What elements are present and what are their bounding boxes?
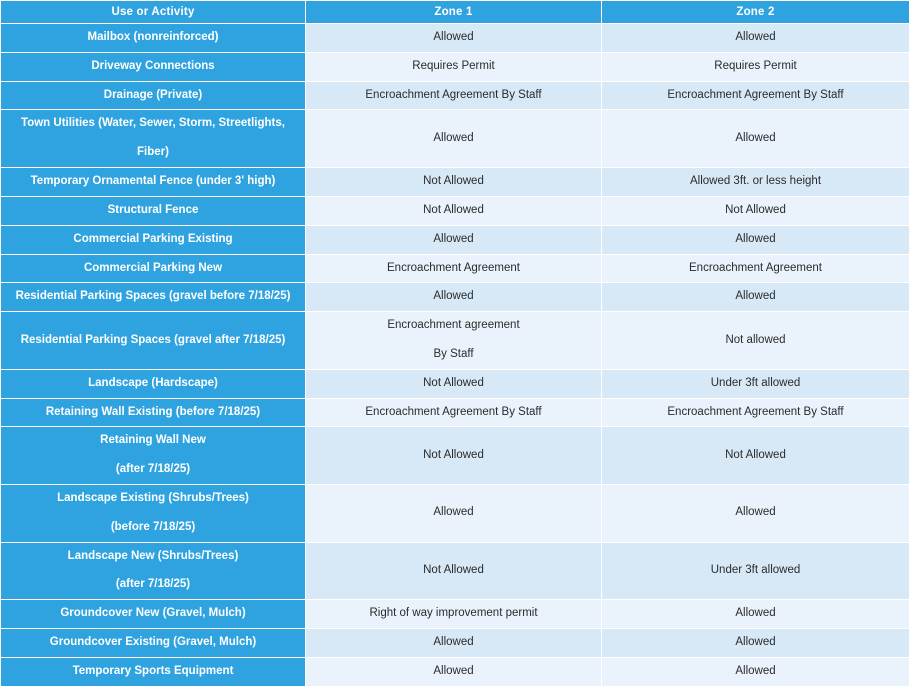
cell-zone-1 (306, 24, 602, 53)
table-row (1, 629, 909, 658)
cell-use-or-activity (1, 168, 306, 197)
cell-zone-1-line: Not Allowed (312, 375, 595, 393)
cell-zone-1 (306, 196, 602, 225)
cell-use-or-activity-line: Landscape (Hardscape) (7, 375, 299, 393)
table-body (1, 24, 909, 687)
cell-zone-1-line: Allowed (312, 634, 595, 652)
cell-zone-2 (602, 629, 909, 658)
table-row (1, 312, 909, 370)
table-row (1, 542, 909, 600)
cell-use-or-activity (1, 254, 306, 283)
cell-zone-2 (602, 542, 909, 600)
cell-use-or-activity-line: Driveway Connections (7, 58, 299, 76)
cell-zone-2-line: Not allowed (608, 332, 903, 350)
cell-zone-1 (306, 398, 602, 427)
cell-zone-2-line: Not Allowed (608, 447, 903, 465)
cell-zone-1-line: Allowed (312, 29, 595, 47)
cell-use-or-activity (1, 369, 306, 398)
cell-use-or-activity-line: Town Utilities (Water, Sewer, Storm, Streetlights, (7, 115, 299, 133)
cell-zone-1 (306, 225, 602, 254)
table-row (1, 485, 909, 543)
cell-use-or-activity-line: Mailbox (nonreinforced) (7, 29, 299, 47)
cell-zone-2 (602, 369, 909, 398)
cell-zone-1 (306, 168, 602, 197)
cell-zone-2 (602, 283, 909, 312)
cell-zone-1 (306, 110, 602, 168)
cell-zone-2 (602, 196, 909, 225)
cell-use-or-activity-line: (after 7/18/25) (7, 576, 299, 594)
cell-zone-2-line: Not Allowed (608, 202, 903, 220)
cell-zone-2-line: Encroachment Agreement By Staff (608, 87, 903, 105)
cell-use-or-activity-line: Commercial Parking Existing (7, 231, 299, 249)
cell-zone-1-line: Not Allowed (312, 562, 595, 580)
cell-zone-1 (306, 312, 602, 370)
cell-use-or-activity (1, 225, 306, 254)
table-row (1, 81, 909, 110)
cell-use-or-activity-line: Residential Parking Spaces (gravel after 7/18/25) (7, 332, 299, 350)
cell-use-or-activity-line: Groundcover Existing (Gravel, Mulch) (7, 634, 299, 652)
cell-zone-1-line: Allowed (312, 288, 595, 306)
column-header-use-or-activity: Use or Activity (1, 1, 306, 24)
cell-use-or-activity-line: Drainage (Private) (7, 87, 299, 105)
cell-zone-2-line: Under 3ft allowed (608, 375, 903, 393)
cell-use-or-activity-line: Landscape New (Shrubs/Trees) (7, 548, 299, 566)
table-row (1, 398, 909, 427)
cell-zone-1 (306, 81, 602, 110)
cell-use-or-activity (1, 81, 306, 110)
table-row (1, 657, 909, 686)
cell-zone-2-line: Under 3ft allowed (608, 562, 903, 580)
cell-zone-1-line: Not Allowed (312, 447, 595, 465)
cell-zone-2-line: Allowed (608, 288, 903, 306)
cell-use-or-activity (1, 312, 306, 370)
cell-zone-1-line: Right of way improvement permit (312, 605, 595, 623)
cell-zone-1-line: Encroachment agreement (312, 317, 595, 335)
cell-use-or-activity-line: (after 7/18/25) (7, 461, 299, 479)
column-header-zone-1: Zone 1 (306, 1, 602, 24)
table-row (1, 110, 909, 168)
cell-zone-1 (306, 600, 602, 629)
cell-zone-1-line: Requires Permit (312, 58, 595, 76)
cell-zone-2-line: Allowed (608, 130, 903, 148)
cell-use-or-activity-line: Landscape Existing (Shrubs/Trees) (7, 490, 299, 508)
cell-use-or-activity-line: Temporary Sports Equipment (7, 663, 299, 681)
cell-use-or-activity (1, 283, 306, 312)
cell-zone-2-line: Encroachment Agreement (608, 260, 903, 278)
cell-zone-2 (602, 225, 909, 254)
cell-zone-2-line: Allowed (608, 231, 903, 249)
cell-use-or-activity (1, 52, 306, 81)
cell-zone-1 (306, 283, 602, 312)
cell-zone-2 (602, 485, 909, 543)
cell-use-or-activity-line: Temporary Ornamental Fence (under 3' high) (7, 173, 299, 191)
cell-zone-2 (602, 398, 909, 427)
table-row (1, 254, 909, 283)
cell-use-or-activity-line: (before 7/18/25) (7, 519, 299, 537)
cell-zone-2 (602, 81, 909, 110)
cell-zone-2-line: Allowed (608, 663, 903, 681)
cell-use-or-activity-line: Groundcover New (Gravel, Mulch) (7, 605, 299, 623)
cell-zone-2 (602, 600, 909, 629)
cell-zone-1-line: By Staff (312, 346, 595, 364)
cell-zone-2-line: Encroachment Agreement By Staff (608, 404, 903, 422)
cell-zone-1-line: Allowed (312, 663, 595, 681)
cell-zone-2-line: Allowed (608, 504, 903, 522)
table-row (1, 196, 909, 225)
cell-use-or-activity (1, 600, 306, 629)
table-row (1, 369, 909, 398)
cell-use-or-activity (1, 196, 306, 225)
cell-zone-2 (602, 254, 909, 283)
table-header-row (1, 1, 909, 24)
cell-zone-1-line: Encroachment Agreement By Staff (312, 87, 595, 105)
table-row (1, 225, 909, 254)
cell-use-or-activity (1, 24, 306, 53)
cell-use-or-activity (1, 542, 306, 600)
cell-use-or-activity-line: Structural Fence (7, 202, 299, 220)
table-row (1, 600, 909, 629)
cell-zone-1-line: Allowed (312, 504, 595, 522)
cell-zone-1-line: Not Allowed (312, 202, 595, 220)
cell-zone-2 (602, 312, 909, 370)
table-header (1, 1, 909, 24)
column-header-zone-2: Zone 2 (602, 1, 909, 24)
cell-use-or-activity-line: Commercial Parking New (7, 260, 299, 278)
cell-use-or-activity (1, 485, 306, 543)
cell-zone-1 (306, 485, 602, 543)
cell-use-or-activity-line: Retaining Wall New (7, 432, 299, 450)
cell-zone-1 (306, 629, 602, 658)
cell-zone-2 (602, 24, 909, 53)
cell-use-or-activity (1, 110, 306, 168)
cell-zone-2 (602, 52, 909, 81)
cell-zone-2 (602, 110, 909, 168)
cell-use-or-activity (1, 398, 306, 427)
cell-use-or-activity (1, 657, 306, 686)
table-row (1, 24, 909, 53)
table-row (1, 168, 909, 197)
cell-zone-2 (602, 427, 909, 485)
cell-zone-1 (306, 254, 602, 283)
cell-zone-1 (306, 657, 602, 686)
cell-zone-2-line: Requires Permit (608, 58, 903, 76)
table-row (1, 52, 909, 81)
cell-zone-2-line: Allowed (608, 29, 903, 47)
cell-zone-1-line: Encroachment Agreement (312, 260, 595, 278)
cell-zone-1 (306, 369, 602, 398)
cell-zone-1-line: Encroachment Agreement By Staff (312, 404, 595, 422)
cell-zone-1-line: Allowed (312, 231, 595, 249)
cell-zone-1 (306, 427, 602, 485)
cell-use-or-activity-line: Residential Parking Spaces (gravel before 7/18/25) (7, 288, 299, 306)
cell-zone-1-line: Allowed (312, 130, 595, 148)
cell-zone-2 (602, 168, 909, 197)
table-row (1, 427, 909, 485)
cell-zone-2-line: Allowed 3ft. or less height (608, 173, 903, 191)
table-row (1, 283, 909, 312)
cell-zone-1 (306, 542, 602, 600)
cell-zone-2-line: Allowed (608, 634, 903, 652)
cell-use-or-activity-line: Retaining Wall Existing (before 7/18/25) (7, 404, 299, 422)
cell-use-or-activity (1, 427, 306, 485)
cell-zone-2-line: Allowed (608, 605, 903, 623)
cell-zone-1-line: Not Allowed (312, 173, 595, 191)
cell-use-or-activity-line: Fiber) (7, 144, 299, 162)
cell-zone-1 (306, 52, 602, 81)
cell-use-or-activity (1, 629, 306, 658)
cell-zone-2 (602, 657, 909, 686)
